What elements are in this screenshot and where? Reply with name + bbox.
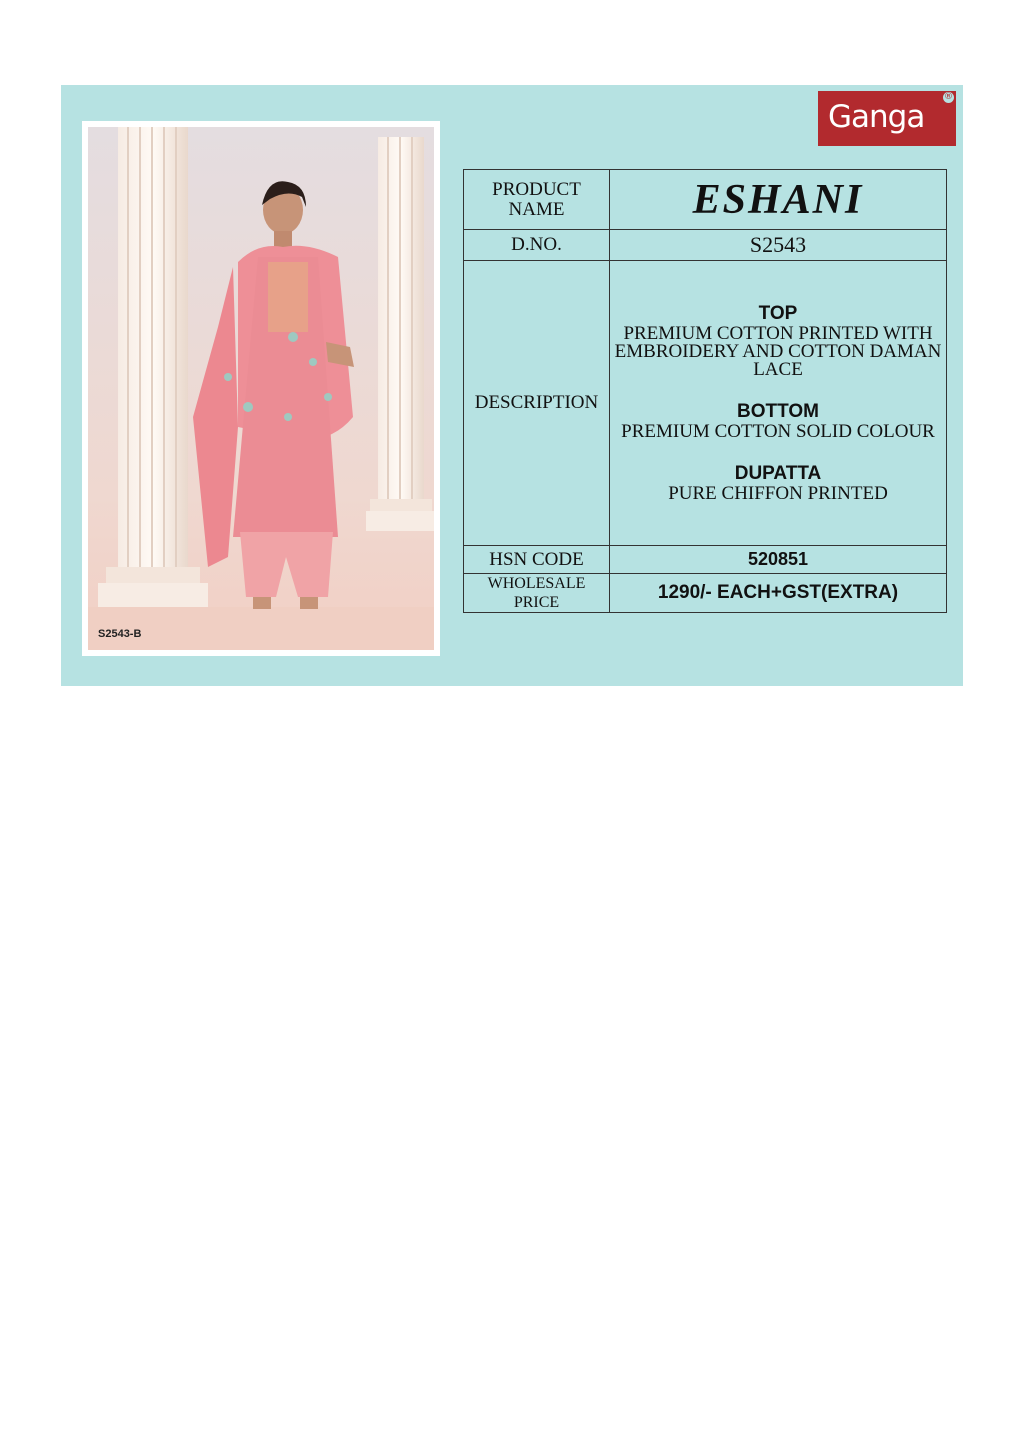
- brand-logo-text: Ganga: [828, 99, 925, 135]
- row-description: [464, 261, 947, 546]
- dupatta-text: PURE CHIFFON PRINTED: [668, 483, 888, 504]
- description-label: DESCRIPTION: [464, 261, 610, 546]
- top-heading: TOP: [758, 303, 798, 324]
- registered-mark: ®: [944, 92, 953, 102]
- description-value: [610, 261, 947, 546]
- price-label: WHOLESALE PRICE: [464, 574, 610, 613]
- price-value: 1290/- EACH+GST(EXTRA): [610, 574, 947, 613]
- bottom-text: PREMIUM COTTON SOLID COLOUR: [621, 421, 935, 442]
- product-name-label: PRODUCT NAME: [464, 170, 610, 230]
- row-hsn: [464, 546, 947, 574]
- bottom-heading: BOTTOM: [737, 401, 819, 422]
- photo-code-label: S2543-B: [98, 628, 142, 640]
- model-illustration: [88, 127, 434, 650]
- dno-value: S2543: [610, 230, 947, 261]
- row-dno: [464, 230, 947, 261]
- dupatta-heading: DUPATTA: [734, 463, 822, 484]
- dno-label: D.NO.: [464, 230, 610, 261]
- product-photo: [88, 127, 434, 650]
- catalog-panel: [61, 85, 963, 686]
- top-text: PREMIUM COTTON PRINTED WITH EMBROIDERY AND COTTON DAMAN LACE: [614, 323, 942, 380]
- hsn-label: HSN CODE: [464, 546, 610, 574]
- product-photo-frame: [82, 121, 440, 656]
- spec-table: [463, 169, 947, 613]
- hsn-value: 520851: [610, 546, 947, 574]
- row-product-name: [464, 170, 947, 230]
- row-price: [464, 574, 947, 613]
- product-name-value: ESHANI: [610, 170, 947, 230]
- brand-logo: [818, 91, 956, 146]
